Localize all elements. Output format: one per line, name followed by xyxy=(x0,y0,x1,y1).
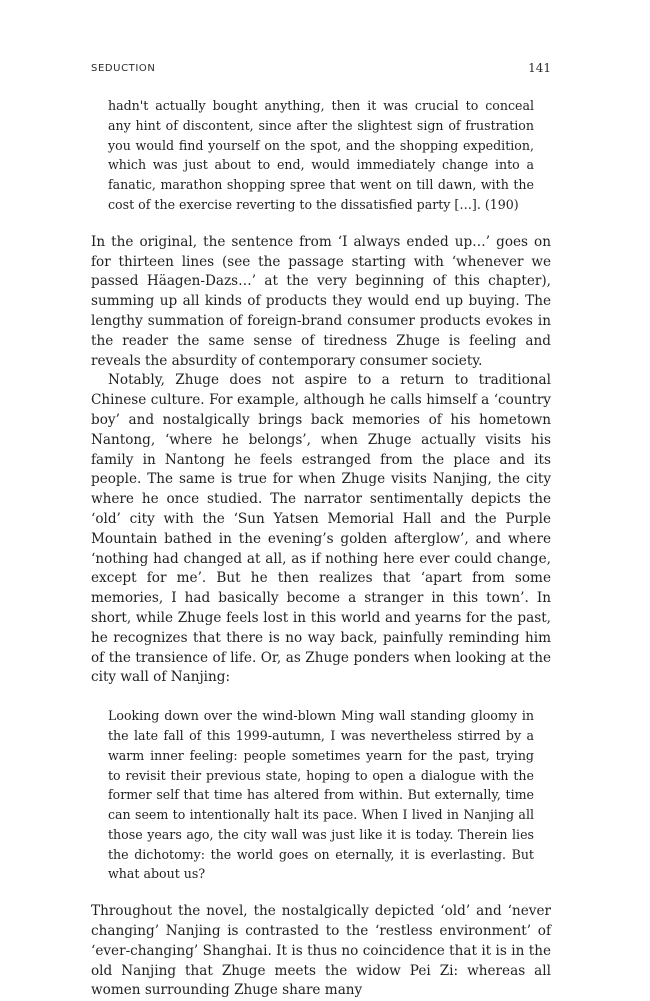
body-paragraph-traditional-culture: Notably, Zhuge does not aspire to a return to traditional Chinese culture. For example, although he calls himself a ‘country boy’ and nostalgically brings back memories of his hometown Nantong, ‘where he belongs’, when Zhuge actually visits his family in Nantong he feels estranged from the place and its people. The same is true for when Zhuge visits Nanjing, the city where he once studied. The narrator sentimentally depicts the ‘old’ city with the ‘Sun Yatsen Memorial Hall and the Purple Mountain bathed in the evening’s golden afterglow’, and where ‘nothing had changed at all, as if nothing here ever could change, except for me’. But he then realizes that ‘apart from some memories, I had basically become a stranger in this town’. In short, while Zhuge feels lost in this world and yearns for the past, he recognizes that there is no way back, painfully reminding him of the transience of life. Or, as Zhuge ponders when looking at the city wall of Nanjing: xyxy=(91,372,551,686)
page-number: 141 xyxy=(528,61,551,75)
running-head-title: SEDUCTION xyxy=(91,63,156,74)
main-text xyxy=(91,96,551,1001)
body-paragraph-nanjing-shanghai: Throughout the novel, the nostalgically depicted ‘old’ and ‘never changing’ Nanjing is contrasted to the ‘restless environment’ of ‘ever-changing’ Shanghai. It is thus no coincidence that it is in the old Nanjing that Zhuge meets the widow Pei Zi: whereas all women surrounding Zhuge share many xyxy=(91,903,551,999)
block-quote-ming-wall: Looking down over the wind-blown Ming wall standing gloomy in the late fall of this 1999-autumn, I was nevertheless stirred by a warm inner feeling: people sometimes yearn for the past, trying to revisit their previous state, hoping to open a dialogue with the former self that time has altered from within. But externally, time can seem to intentionally halt its pace. When I lived in Nanjing all those years ago, the city wall was just like it is today. Therein lies the dichotomy: the world goes on eternally, it is everlasting. But what about us? xyxy=(108,708,534,882)
block-quote-continued: hadn't actually bought anything, then it was crucial to conceal any hint of discontent, since after the slightest sign of frustration you would find yourself on the spot, and the shopping expedition, which was just about to end, would immediately change into a fanatic, marathon shopping spree that went on till dawn, with the cost of the exercise reverting to the dissatisfied party […]. (190) xyxy=(108,98,534,212)
running-head xyxy=(91,61,551,77)
body-paragraph-original-sentence: In the original, the sentence from ‘I always ended up…’ goes on for thirteen lines (see the passage starting with ‘whenever we passed Häagen-Dazs…’ at the very beginning of this chapter), summing up all kinds of products they would end up buying. The lengthy summation of foreign-brand consumer products evokes in the reader the same sense of tiredness Zhuge is feeling and reveals the absurdity of contemporary consumer society. xyxy=(91,233,551,369)
